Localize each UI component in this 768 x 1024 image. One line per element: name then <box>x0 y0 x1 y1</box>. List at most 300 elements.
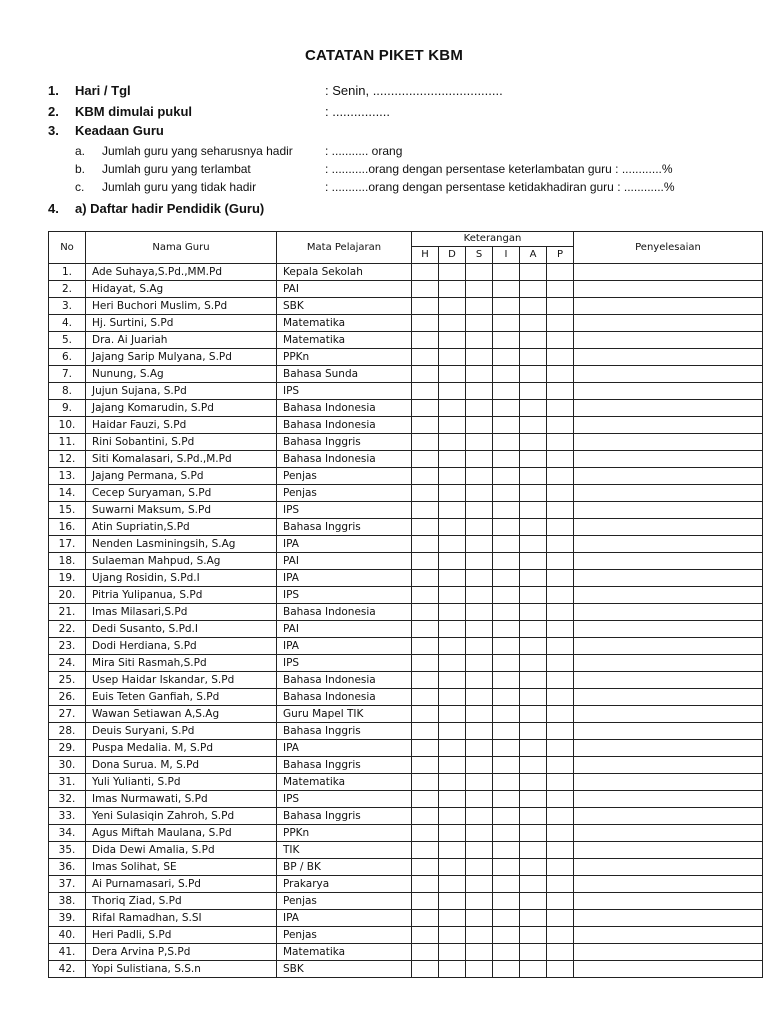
keterangan-s-cell[interactable] <box>466 672 493 689</box>
keterangan-i-cell[interactable] <box>493 808 520 825</box>
keterangan-s-cell[interactable] <box>466 417 493 434</box>
keterangan-h-cell[interactable] <box>412 536 439 553</box>
keterangan-h-cell[interactable] <box>412 689 439 706</box>
keterangan-p-cell[interactable] <box>547 383 574 400</box>
penyelesaian-cell[interactable] <box>574 859 763 876</box>
keterangan-s-cell[interactable] <box>466 655 493 672</box>
keterangan-s-cell[interactable] <box>466 298 493 315</box>
keterangan-d-cell[interactable] <box>439 553 466 570</box>
penyelesaian-cell[interactable] <box>574 536 763 553</box>
keterangan-a-cell[interactable] <box>520 485 547 502</box>
keterangan-s-cell[interactable] <box>466 451 493 468</box>
keterangan-p-cell[interactable] <box>547 876 574 893</box>
keterangan-i-cell[interactable] <box>493 944 520 961</box>
keterangan-s-cell[interactable] <box>466 723 493 740</box>
keterangan-a-cell[interactable] <box>520 621 547 638</box>
keterangan-i-cell[interactable] <box>493 332 520 349</box>
keterangan-h-cell[interactable] <box>412 825 439 842</box>
keterangan-a-cell[interactable] <box>520 774 547 791</box>
keterangan-d-cell[interactable] <box>439 842 466 859</box>
keterangan-s-cell[interactable] <box>466 570 493 587</box>
penyelesaian-cell[interactable] <box>574 332 763 349</box>
penyelesaian-cell[interactable] <box>574 842 763 859</box>
keterangan-p-cell[interactable] <box>547 349 574 366</box>
keterangan-d-cell[interactable] <box>439 961 466 978</box>
keterangan-a-cell[interactable] <box>520 536 547 553</box>
keterangan-i-cell[interactable] <box>493 502 520 519</box>
keterangan-s-cell[interactable] <box>466 349 493 366</box>
keterangan-d-cell[interactable] <box>439 604 466 621</box>
keterangan-a-cell[interactable] <box>520 655 547 672</box>
keterangan-h-cell[interactable] <box>412 927 439 944</box>
keterangan-a-cell[interactable] <box>520 400 547 417</box>
keterangan-p-cell[interactable] <box>547 791 574 808</box>
penyelesaian-cell[interactable] <box>574 519 763 536</box>
keterangan-s-cell[interactable] <box>466 859 493 876</box>
keterangan-p-cell[interactable] <box>547 638 574 655</box>
penyelesaian-cell[interactable] <box>574 927 763 944</box>
penyelesaian-cell[interactable] <box>574 298 763 315</box>
keterangan-h-cell[interactable] <box>412 774 439 791</box>
keterangan-d-cell[interactable] <box>439 825 466 842</box>
keterangan-a-cell[interactable] <box>520 842 547 859</box>
keterangan-i-cell[interactable] <box>493 706 520 723</box>
keterangan-d-cell[interactable] <box>439 893 466 910</box>
keterangan-p-cell[interactable] <box>547 757 574 774</box>
keterangan-a-cell[interactable] <box>520 740 547 757</box>
keterangan-i-cell[interactable] <box>493 757 520 774</box>
keterangan-a-cell[interactable] <box>520 264 547 281</box>
keterangan-a-cell[interactable] <box>520 910 547 927</box>
keterangan-i-cell[interactable] <box>493 349 520 366</box>
keterangan-a-cell[interactable] <box>520 281 547 298</box>
keterangan-a-cell[interactable] <box>520 893 547 910</box>
keterangan-s-cell[interactable] <box>466 961 493 978</box>
keterangan-h-cell[interactable] <box>412 621 439 638</box>
keterangan-i-cell[interactable] <box>493 723 520 740</box>
keterangan-h-cell[interactable] <box>412 417 439 434</box>
keterangan-a-cell[interactable] <box>520 366 547 383</box>
penyelesaian-cell[interactable] <box>574 757 763 774</box>
keterangan-p-cell[interactable] <box>547 774 574 791</box>
keterangan-i-cell[interactable] <box>493 604 520 621</box>
keterangan-d-cell[interactable] <box>439 281 466 298</box>
keterangan-p-cell[interactable] <box>547 927 574 944</box>
keterangan-p-cell[interactable] <box>547 723 574 740</box>
penyelesaian-cell[interactable] <box>574 366 763 383</box>
keterangan-i-cell[interactable] <box>493 434 520 451</box>
keterangan-p-cell[interactable] <box>547 859 574 876</box>
penyelesaian-cell[interactable] <box>574 349 763 366</box>
row-number: 2. <box>49 281 86 298</box>
keterangan-d-cell[interactable] <box>439 417 466 434</box>
penyelesaian-cell[interactable] <box>574 400 763 417</box>
keterangan-p-cell[interactable] <box>547 332 574 349</box>
table-row <box>49 910 763 927</box>
keterangan-h-cell[interactable] <box>412 298 439 315</box>
keterangan-s-cell[interactable] <box>466 604 493 621</box>
keterangan-a-cell[interactable] <box>520 383 547 400</box>
keterangan-p-cell[interactable] <box>547 910 574 927</box>
keterangan-a-cell[interactable] <box>520 332 547 349</box>
keterangan-a-cell[interactable] <box>520 553 547 570</box>
keterangan-h-cell[interactable] <box>412 434 439 451</box>
keterangan-h-cell[interactable] <box>412 604 439 621</box>
keterangan-a-cell[interactable] <box>520 417 547 434</box>
keterangan-s-cell[interactable] <box>466 587 493 604</box>
keterangan-h-cell[interactable] <box>412 842 439 859</box>
keterangan-h-cell[interactable] <box>412 638 439 655</box>
keterangan-d-cell[interactable] <box>439 383 466 400</box>
keterangan-h-cell[interactable] <box>412 570 439 587</box>
keterangan-d-cell[interactable] <box>439 349 466 366</box>
keterangan-p-cell[interactable] <box>547 961 574 978</box>
penyelesaian-cell[interactable] <box>574 315 763 332</box>
keterangan-d-cell[interactable] <box>439 315 466 332</box>
keterangan-i-cell[interactable] <box>493 383 520 400</box>
keterangan-d-cell[interactable] <box>439 706 466 723</box>
keterangan-s-cell[interactable] <box>466 774 493 791</box>
keterangan-p-cell[interactable] <box>547 281 574 298</box>
keterangan-h-cell[interactable] <box>412 910 439 927</box>
keterangan-i-cell[interactable] <box>493 400 520 417</box>
penyelesaian-cell[interactable] <box>574 485 763 502</box>
penyelesaian-cell[interactable] <box>574 383 763 400</box>
keterangan-d-cell[interactable] <box>439 570 466 587</box>
keterangan-i-cell[interactable] <box>493 264 520 281</box>
keterangan-p-cell[interactable] <box>547 672 574 689</box>
table-row <box>49 740 763 757</box>
keterangan-d-cell[interactable] <box>439 434 466 451</box>
penyelesaian-cell[interactable] <box>574 587 763 604</box>
keterangan-i-cell[interactable] <box>493 859 520 876</box>
keterangan-s-cell[interactable] <box>466 791 493 808</box>
keterangan-a-cell[interactable] <box>520 672 547 689</box>
keterangan-s-cell[interactable] <box>466 706 493 723</box>
keterangan-s-cell[interactable] <box>466 910 493 927</box>
keterangan-i-cell[interactable] <box>493 638 520 655</box>
keterangan-h-cell[interactable] <box>412 281 439 298</box>
keterangan-s-cell[interactable] <box>466 468 493 485</box>
keterangan-d-cell[interactable] <box>439 757 466 774</box>
keterangan-p-cell[interactable] <box>547 434 574 451</box>
keterangan-p-cell[interactable] <box>547 808 574 825</box>
keterangan-p-cell[interactable] <box>547 944 574 961</box>
keterangan-d-cell[interactable] <box>439 621 466 638</box>
keterangan-i-cell[interactable] <box>493 468 520 485</box>
keterangan-d-cell[interactable] <box>439 298 466 315</box>
keterangan-a-cell[interactable] <box>520 519 547 536</box>
penyelesaian-cell[interactable] <box>574 910 763 927</box>
keterangan-i-cell[interactable] <box>493 451 520 468</box>
keterangan-i-cell[interactable] <box>493 927 520 944</box>
penyelesaian-cell[interactable] <box>574 689 763 706</box>
keterangan-i-cell[interactable] <box>493 587 520 604</box>
keterangan-d-cell[interactable] <box>439 400 466 417</box>
keterangan-s-cell[interactable] <box>466 757 493 774</box>
keterangan-h-cell[interactable] <box>412 502 439 519</box>
penyelesaian-cell[interactable] <box>574 774 763 791</box>
keterangan-d-cell[interactable] <box>439 859 466 876</box>
keterangan-s-cell[interactable] <box>466 434 493 451</box>
keterangan-a-cell[interactable] <box>520 315 547 332</box>
keterangan-p-cell[interactable] <box>547 451 574 468</box>
keterangan-i-cell[interactable] <box>493 536 520 553</box>
keterangan-s-cell[interactable] <box>466 485 493 502</box>
keterangan-p-cell[interactable] <box>547 264 574 281</box>
keterangan-s-cell[interactable] <box>466 315 493 332</box>
keterangan-d-cell[interactable] <box>439 502 466 519</box>
keterangan-s-cell[interactable] <box>466 842 493 859</box>
keterangan-d-cell[interactable] <box>439 740 466 757</box>
keterangan-p-cell[interactable] <box>547 553 574 570</box>
keterangan-d-cell[interactable] <box>439 723 466 740</box>
penyelesaian-cell[interactable] <box>574 570 763 587</box>
keterangan-d-cell[interactable] <box>439 910 466 927</box>
keterangan-d-cell[interactable] <box>439 587 466 604</box>
keterangan-h-cell[interactable] <box>412 315 439 332</box>
keterangan-h-cell[interactable] <box>412 723 439 740</box>
keterangan-p-cell[interactable] <box>547 842 574 859</box>
keterangan-a-cell[interactable] <box>520 451 547 468</box>
keterangan-s-cell[interactable] <box>466 825 493 842</box>
keterangan-h-cell[interactable] <box>412 485 439 502</box>
keterangan-h-cell[interactable] <box>412 859 439 876</box>
keterangan-d-cell[interactable] <box>439 519 466 536</box>
keterangan-h-cell[interactable] <box>412 332 439 349</box>
keterangan-i-cell[interactable] <box>493 825 520 842</box>
keterangan-h-cell[interactable] <box>412 808 439 825</box>
keterangan-d-cell[interactable] <box>439 468 466 485</box>
keterangan-a-cell[interactable] <box>520 706 547 723</box>
keterangan-a-cell[interactable] <box>520 638 547 655</box>
keterangan-h-cell[interactable] <box>412 706 439 723</box>
keterangan-h-cell[interactable] <box>412 587 439 604</box>
keterangan-a-cell[interactable] <box>520 808 547 825</box>
keterangan-h-cell[interactable] <box>412 400 439 417</box>
penyelesaian-cell[interactable] <box>574 264 763 281</box>
keterangan-s-cell[interactable] <box>466 689 493 706</box>
keterangan-p-cell[interactable] <box>547 417 574 434</box>
keterangan-p-cell[interactable] <box>547 502 574 519</box>
keterangan-i-cell[interactable] <box>493 791 520 808</box>
keterangan-p-cell[interactable] <box>547 689 574 706</box>
keterangan-i-cell[interactable] <box>493 910 520 927</box>
keterangan-p-cell[interactable] <box>547 485 574 502</box>
penyelesaian-cell[interactable] <box>574 451 763 468</box>
keterangan-i-cell[interactable] <box>493 553 520 570</box>
penyelesaian-cell[interactable] <box>574 655 763 672</box>
keterangan-s-cell[interactable] <box>466 927 493 944</box>
keterangan-p-cell[interactable] <box>547 400 574 417</box>
keterangan-i-cell[interactable] <box>493 485 520 502</box>
keterangan-s-cell[interactable] <box>466 536 493 553</box>
keterangan-s-cell[interactable] <box>466 553 493 570</box>
keterangan-a-cell[interactable] <box>520 570 547 587</box>
keterangan-s-cell[interactable] <box>466 502 493 519</box>
keterangan-a-cell[interactable] <box>520 859 547 876</box>
keterangan-s-cell[interactable] <box>466 332 493 349</box>
keterangan-i-cell[interactable] <box>493 281 520 298</box>
penyelesaian-cell[interactable] <box>574 417 763 434</box>
keterangan-p-cell[interactable] <box>547 536 574 553</box>
penyelesaian-cell[interactable] <box>574 638 763 655</box>
penyelesaian-cell[interactable] <box>574 553 763 570</box>
penyelesaian-cell[interactable] <box>574 604 763 621</box>
keterangan-i-cell[interactable] <box>493 689 520 706</box>
keterangan-d-cell[interactable] <box>439 536 466 553</box>
keterangan-p-cell[interactable] <box>547 740 574 757</box>
penyelesaian-cell[interactable] <box>574 791 763 808</box>
keterangan-p-cell[interactable] <box>547 604 574 621</box>
penyelesaian-cell[interactable] <box>574 281 763 298</box>
keterangan-a-cell[interactable] <box>520 927 547 944</box>
keterangan-d-cell[interactable] <box>439 655 466 672</box>
keterangan-h-cell[interactable] <box>412 757 439 774</box>
keterangan-a-cell[interactable] <box>520 876 547 893</box>
penyelesaian-cell[interactable] <box>574 944 763 961</box>
keterangan-p-cell[interactable] <box>547 366 574 383</box>
penyelesaian-cell[interactable] <box>574 706 763 723</box>
keterangan-h-cell[interactable] <box>412 519 439 536</box>
keterangan-d-cell[interactable] <box>439 451 466 468</box>
keterangan-h-cell[interactable] <box>412 876 439 893</box>
keterangan-i-cell[interactable] <box>493 366 520 383</box>
keterangan-a-cell[interactable] <box>520 468 547 485</box>
keterangan-d-cell[interactable] <box>439 876 466 893</box>
penyelesaian-cell[interactable] <box>574 434 763 451</box>
penyelesaian-cell[interactable] <box>574 825 763 842</box>
keterangan-s-cell[interactable] <box>466 366 493 383</box>
keterangan-i-cell[interactable] <box>493 740 520 757</box>
keterangan-s-cell[interactable] <box>466 383 493 400</box>
keterangan-a-cell[interactable] <box>520 604 547 621</box>
sub-item-value: : ...........orang dengan persentase ketidakhadiran guru : ............% <box>325 180 675 194</box>
keterangan-i-cell[interactable] <box>493 298 520 315</box>
keterangan-p-cell[interactable] <box>547 570 574 587</box>
keterangan-i-cell[interactable] <box>493 655 520 672</box>
keterangan-a-cell[interactable] <box>520 825 547 842</box>
keterangan-p-cell[interactable] <box>547 468 574 485</box>
keterangan-a-cell[interactable] <box>520 349 547 366</box>
keterangan-p-cell[interactable] <box>547 825 574 842</box>
keterangan-p-cell[interactable] <box>547 519 574 536</box>
penyelesaian-cell[interactable] <box>574 723 763 740</box>
keterangan-i-cell[interactable] <box>493 519 520 536</box>
keterangan-d-cell[interactable] <box>439 689 466 706</box>
keterangan-a-cell[interactable] <box>520 689 547 706</box>
penyelesaian-cell[interactable] <box>574 893 763 910</box>
keterangan-a-cell[interactable] <box>520 502 547 519</box>
keterangan-h-cell[interactable] <box>412 366 439 383</box>
keterangan-s-cell[interactable] <box>466 264 493 281</box>
keterangan-s-cell[interactable] <box>466 740 493 757</box>
keterangan-p-cell[interactable] <box>547 587 574 604</box>
keterangan-d-cell[interactable] <box>439 366 466 383</box>
keterangan-a-cell[interactable] <box>520 944 547 961</box>
keterangan-h-cell[interactable] <box>412 383 439 400</box>
keterangan-i-cell[interactable] <box>493 570 520 587</box>
keterangan-p-cell[interactable] <box>547 298 574 315</box>
keterangan-s-cell[interactable] <box>466 638 493 655</box>
keterangan-s-cell[interactable] <box>466 281 493 298</box>
penyelesaian-cell[interactable] <box>574 468 763 485</box>
row-number: 6. <box>49 349 86 366</box>
keterangan-s-cell[interactable] <box>466 893 493 910</box>
keterangan-h-cell[interactable] <box>412 264 439 281</box>
penyelesaian-cell[interactable] <box>574 808 763 825</box>
keterangan-a-cell[interactable] <box>520 298 547 315</box>
keterangan-a-cell[interactable] <box>520 961 547 978</box>
penyelesaian-cell[interactable] <box>574 502 763 519</box>
keterangan-i-cell[interactable] <box>493 315 520 332</box>
keterangan-h-cell[interactable] <box>412 468 439 485</box>
keterangan-s-cell[interactable] <box>466 400 493 417</box>
keterangan-a-cell[interactable] <box>520 723 547 740</box>
keterangan-d-cell[interactable] <box>439 944 466 961</box>
row-number: 13. <box>49 468 86 485</box>
keterangan-d-cell[interactable] <box>439 332 466 349</box>
keterangan-i-cell[interactable] <box>493 672 520 689</box>
penyelesaian-cell[interactable] <box>574 672 763 689</box>
keterangan-i-cell[interactable] <box>493 417 520 434</box>
keterangan-a-cell[interactable] <box>520 791 547 808</box>
keterangan-h-cell[interactable] <box>412 451 439 468</box>
keterangan-d-cell[interactable] <box>439 774 466 791</box>
keterangan-p-cell[interactable] <box>547 315 574 332</box>
keterangan-d-cell[interactable] <box>439 672 466 689</box>
keterangan-d-cell[interactable] <box>439 638 466 655</box>
penyelesaian-cell[interactable] <box>574 740 763 757</box>
keterangan-s-cell[interactable] <box>466 808 493 825</box>
keterangan-p-cell[interactable] <box>547 893 574 910</box>
keterangan-d-cell[interactable] <box>439 808 466 825</box>
keterangan-d-cell[interactable] <box>439 485 466 502</box>
keterangan-s-cell[interactable] <box>466 944 493 961</box>
penyelesaian-cell[interactable] <box>574 876 763 893</box>
keterangan-d-cell[interactable] <box>439 791 466 808</box>
keterangan-d-cell[interactable] <box>439 927 466 944</box>
penyelesaian-cell[interactable] <box>574 961 763 978</box>
keterangan-a-cell[interactable] <box>520 757 547 774</box>
keterangan-h-cell[interactable] <box>412 961 439 978</box>
keterangan-i-cell[interactable] <box>493 621 520 638</box>
keterangan-h-cell[interactable] <box>412 944 439 961</box>
keterangan-i-cell[interactable] <box>493 876 520 893</box>
keterangan-i-cell[interactable] <box>493 774 520 791</box>
keterangan-h-cell[interactable] <box>412 655 439 672</box>
keterangan-h-cell[interactable] <box>412 791 439 808</box>
penyelesaian-cell[interactable] <box>574 621 763 638</box>
keterangan-h-cell[interactable] <box>412 893 439 910</box>
keterangan-a-cell[interactable] <box>520 434 547 451</box>
keterangan-p-cell[interactable] <box>547 621 574 638</box>
keterangan-h-cell[interactable] <box>412 740 439 757</box>
keterangan-p-cell[interactable] <box>547 655 574 672</box>
keterangan-s-cell[interactable] <box>466 876 493 893</box>
keterangan-i-cell[interactable] <box>493 842 520 859</box>
keterangan-a-cell[interactable] <box>520 587 547 604</box>
keterangan-i-cell[interactable] <box>493 893 520 910</box>
keterangan-s-cell[interactable] <box>466 519 493 536</box>
keterangan-i-cell[interactable] <box>493 961 520 978</box>
keterangan-d-cell[interactable] <box>439 264 466 281</box>
keterangan-h-cell[interactable] <box>412 553 439 570</box>
keterangan-h-cell[interactable] <box>412 349 439 366</box>
keterangan-s-cell[interactable] <box>466 621 493 638</box>
keterangan-h-cell[interactable] <box>412 672 439 689</box>
keterangan-p-cell[interactable] <box>547 706 574 723</box>
